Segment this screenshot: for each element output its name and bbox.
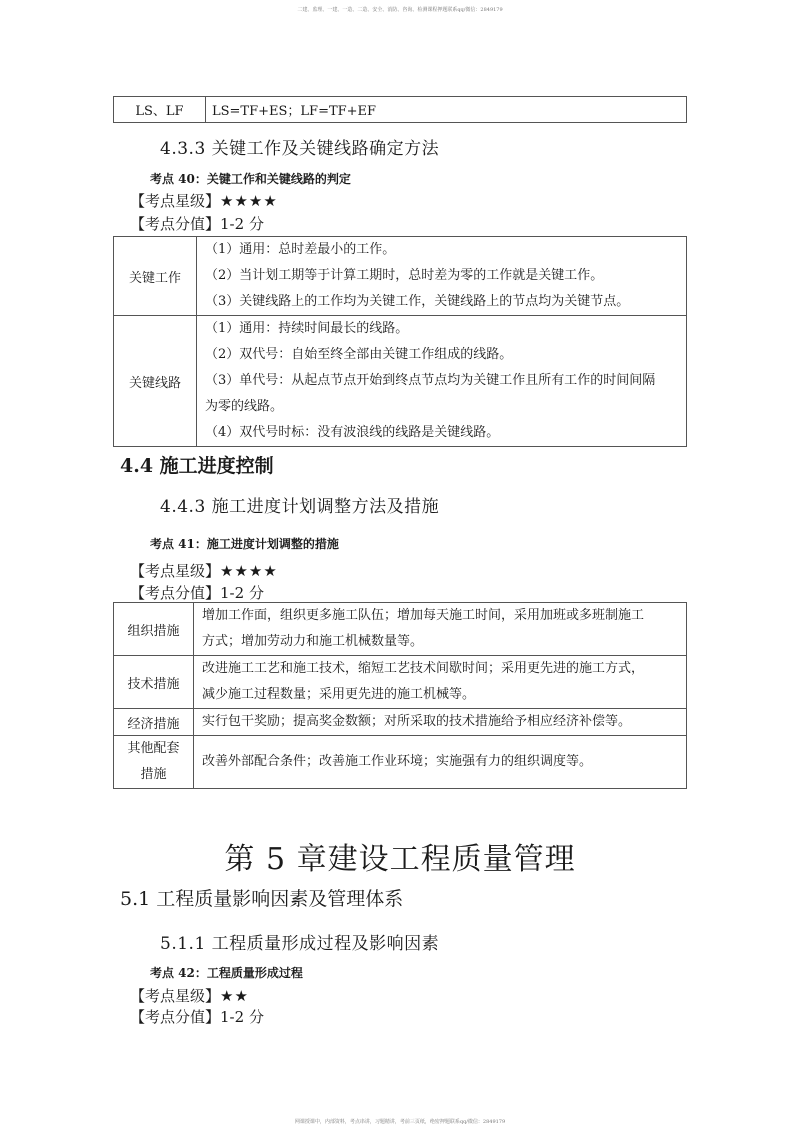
schedule-measures-table [113, 602, 687, 789]
star-icon: ★★★★ [220, 192, 278, 210]
section-4-3-3-title: 4.3.3 关键工作及关键线路确定方法 [160, 139, 440, 159]
table-line: 方式；增加劳动力和施工机械数量等。 [202, 634, 424, 649]
score-41 [130, 582, 264, 603]
section-4-4-title: 4.4 施工进度控制 [120, 455, 274, 477]
table-line: 改进施工工艺和施工技术，缩短工艺技术间歇时间；采用更先进的施工方式， [202, 661, 645, 676]
table-line: （2）双代号：自始至终全部由关键工作组成的线路。 [205, 347, 513, 362]
table-line: （4）双代号时标：没有波浪线的线路是关键线路。 [205, 425, 500, 440]
section-5-1-title: 5.1 工程质量影响因素及管理体系 [120, 888, 404, 910]
star-label: 【考点星级】 [130, 987, 221, 1005]
section-5-1-1-title: 5.1.1 工程质量形成过程及影响因素 [160, 934, 440, 954]
score-label: 【考点分值】 [130, 584, 221, 602]
table-value-cell [194, 709, 687, 736]
star-rating-40 [130, 190, 278, 211]
score-value: 1-2 分 [220, 584, 264, 602]
star-icon: ★★★★ [220, 562, 278, 580]
star-rating-41 [130, 560, 278, 581]
critical-path-table [113, 236, 687, 447]
table-value-cell [197, 237, 687, 316]
star-icon: ★★ [220, 987, 249, 1005]
score-value: 1-2 分 [220, 215, 264, 233]
score-value: 1-2 分 [220, 1008, 264, 1026]
table-row [114, 736, 687, 789]
table-key-cell: 关键线路 [114, 316, 197, 447]
table-key-cell: 组织措施 [114, 603, 194, 656]
table-line: 为零的线路。 [205, 399, 284, 414]
table-key-cell: 技术措施 [114, 656, 194, 709]
table-line: （3）单代号：从起点节点开始到终点节点均为关键工作且所有工作的时间间隔 [205, 373, 656, 388]
table-line: （3）关键线路上的工作均为关键工作，关键线路上的节点均为关键节点。 [205, 294, 630, 309]
table-line: 减少施工过程数量；采用更先进的施工机械等。 [202, 687, 476, 702]
table-line: （1）通用：持续时间最长的线路。 [205, 321, 409, 336]
exam-point-40: 考点 40：关键工作和关键线路的判定 [150, 172, 351, 186]
table-row [114, 603, 687, 656]
exam-point-41: 考点 41：施工进度计划调整的措施 [150, 537, 339, 551]
table-line: （2）当计划工期等于计算工期时，总时差为零的工作就是关键工作。 [205, 268, 604, 283]
table-line: 增加工作面，组织更多施工队伍；增加每天施工时间，采用加班或多班制施工 [202, 608, 645, 623]
table-key-line: 措施 [140, 767, 167, 782]
table-key-cell [114, 736, 194, 789]
table-row [114, 709, 687, 736]
table-key-line: 其他配套 [127, 741, 180, 756]
table-value-cell [194, 603, 687, 656]
table-row [114, 656, 687, 709]
star-rating-42 [130, 985, 249, 1006]
table-key-cell: 关键工作 [114, 237, 197, 316]
table-value-cell: LS=TF+ES；LF=TF+EF [206, 97, 687, 123]
score-42 [130, 1006, 264, 1027]
table-line: 改善外部配合条件；改善施工作业环境；实施强有力的组织调度等。 [202, 754, 593, 769]
score-label: 【考点分值】 [130, 1008, 221, 1026]
formula-table [113, 96, 687, 123]
chapter-5-title: 第 5 章建设工程质量管理 [224, 842, 576, 877]
table-value-cell [194, 656, 687, 709]
exam-point-42: 考点 42：工程质量形成过程 [150, 966, 303, 980]
star-label: 【考点星级】 [130, 562, 221, 580]
table-line: （1）通用：总时差最小的工作。 [205, 242, 396, 257]
score-label: 【考点分值】 [130, 215, 221, 233]
table-value-cell [194, 736, 687, 789]
table-line: 实行包干奖励；提高奖金数额；对所采取的技术措施给予相应经济补偿等。 [202, 714, 632, 729]
table-value-cell [197, 316, 687, 447]
section-4-4-3-title: 4.4.3 施工进度计划调整方法及措施 [160, 497, 440, 517]
footer-note: 网课授课中，内部资料，考点串讲，习题精讲，考前三页纸，绝密押题联系qq/微信：2849179 [294, 1119, 506, 1125]
header-note: 二建、监理、一建、一造、二造、安全、消防、咨询、检测课程押题联系qq/微信：2849179 [297, 7, 503, 13]
table-key-cell: 经济措施 [114, 709, 194, 736]
table-key-cell: LS、LF [114, 97, 206, 123]
score-40 [130, 213, 264, 234]
table-row [114, 316, 687, 447]
table-row [114, 97, 687, 123]
table-row [114, 237, 687, 316]
star-label: 【考点星级】 [130, 192, 221, 210]
